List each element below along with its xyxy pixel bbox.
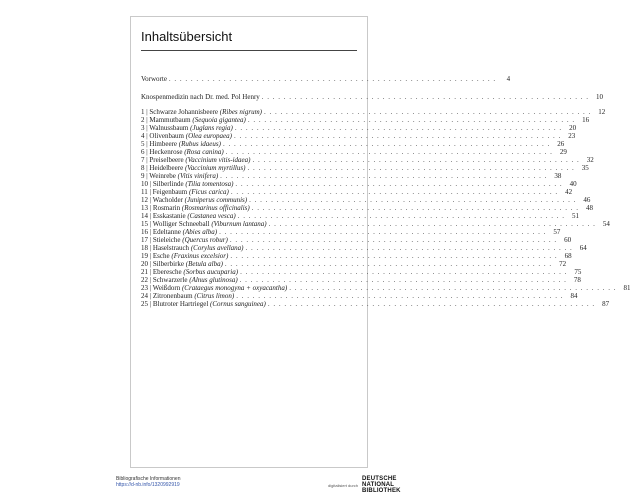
toc-entry[interactable] [141,220,610,228]
dnb-logo-line: NATIONAL [362,482,395,488]
dot-leader: . . . . . . . . . . . . . . . . . . . . . . . . . . . . . . . . . . . . . . . . . . . . . . . . . . . . . . . . . . . . [249,196,577,204]
toc-entry-page-number: 42 [565,188,573,196]
toc-entry-latin-name: (Sorbus aucuparia) [183,268,239,276]
toc-entry-page-number: 16 [582,116,590,124]
dnb-credit [328,476,401,494]
dot-leader: . . . . . . . . . . . . . . . . . . . . . . . . . . . . . . . . . . . . . . . . . . . . . . . . . . . . . . . . . . . . [222,140,551,148]
dot-leader: . . . . . . . . . . . . . . . . . . . . . . . . . . . . . . . . . . . . . . . . . . . . . . . . . . . . . . . . . . . . [261,93,590,101]
dot-leader: . . . . . . . . . . . . . . . . . . . . . . . . . . . . . . . . . . . . . . . . . . . . . . . . . . . . . . . . . . . . [267,300,596,308]
toc-entry-label: 19 | Esche (Fraxinus excelsior) [141,252,229,260]
toc-entry-label: 16 | Edeltanne (Abies alba) [141,228,218,236]
toc-entry-page-number: 12 [598,108,606,116]
toc-entry-page-number: 60 [564,236,572,244]
biblio-link[interactable]: https://d-nb.info/1320992919 [116,482,180,488]
toc-entry-label: 12 | Wacholder (Juniperus communis) [141,196,248,204]
toc-entry-latin-name: (Vaccinium vitis-idaea) [185,156,251,164]
toc-entry[interactable] [141,164,589,172]
dot-leader: . . . . . . . . . . . . . . . . . . . . . . . . . . . . . . . . . . . . . . . . . . . . . . . . . . . . . . . . . . . . [247,164,575,172]
toc-entry-page-number: 38 [554,172,562,180]
dot-leader: . . . . . . . . . . . . . . . . . . . . . . . . . . . . . . . . . . . . . . . . . . . . . . . . . . . . . . . . . . . . [289,284,617,292]
toc-entry-latin-name: (Fraxinus excelsior) [171,252,229,260]
toc-entry[interactable] [141,228,561,236]
toc-entry-latin-name: (Corylus avellana) [190,244,244,252]
toc-entry-page-number: 29 [559,148,567,156]
dot-leader: . . . . . . . . . . . . . . . . . . . . . . . . . . . . . . . . . . . . . . . . . . . . . . . . . . . . . . . . . . . . [224,260,553,268]
dot-leader: . . . . . . . . . . . . . . . . . . . . . . . . . . . . . . . . . . . . . . . . . . . . . . . . . . . . . . . . . . . . [233,132,562,140]
toc-entry[interactable] [141,132,576,140]
dot-leader: . . . . . . . . . . . . . . . . . . . . . . . . . . . . . . . . . . . . . . . . . . . . . . . . . . . . . . . . . . . . [219,228,547,236]
toc-entry[interactable] [141,75,511,83]
toc-entry-label: 2 | Mammutbaum (Sequoia gigantea) [141,116,246,124]
toc-entry-label: 10 | Silberlinde (Tilia tomentosa) [141,180,234,188]
toc-entry-page-number: 72 [559,260,567,268]
dnb-logo [362,476,401,494]
dot-leader: . . . . . . . . . . . . . . . . . . . . . . . . . . . . . . . . . . . . . . . . . . . . . . . . . . . . . . . . . . . . [229,236,558,244]
toc-entry[interactable] [141,180,577,188]
toc-entry-label: 18 | Haselstrauch (Corylus avellana) [141,244,244,252]
toc-page [130,16,630,468]
digitized-label: digitalisiert durch [328,482,359,488]
toc-entry-latin-name: (Rosa canina) [184,148,224,156]
toc-entry-latin-name: (Quercus robur) [182,236,228,244]
dnb-logo-line: BIBLIOTHEK [362,488,401,494]
dnb-logo-line: DEUTSCHE [362,476,397,482]
toc-entry-page-number: 75 [574,268,582,276]
toc-entry[interactable] [141,252,572,260]
dot-leader: . . . . . . . . . . . . . . . . . . . . . . . . . . . . . . . . . . . . . . . . . . . . . . . . . . . . . . . . . . . . [168,75,497,83]
toc-entry-latin-name: (Alnus glutinosa) [189,276,238,284]
toc-entry[interactable] [141,236,572,244]
toc-entry[interactable] [141,212,579,220]
dot-leader: . . . . . . . . . . . . . . . . . . . . . . . . . . . . . . . . . . . . . . . . . . . . . . . . . . . . . . . . . . . . [237,212,565,220]
toc-entry-label: 22 | Schwarzerle (Alnus glutinosa) [141,276,238,284]
toc-entry-page-number: 68 [564,252,572,260]
toc-entry-page-number: 48 [586,204,593,212]
toc-entry[interactable] [141,93,604,101]
toc-entry-latin-name: (Tilia tomentosa) [185,180,234,188]
toc-entry-latin-name: (Olea europaea) [185,132,232,140]
toc-entry-latin-name: (Abies alba) [182,228,218,236]
dot-leader: . . . . . . . . . . . . . . . . . . . . . . . . . . . . . . . . . . . . . . . . . . . . . . . . . . . . . . . . . . . . [225,148,553,156]
toc-entry-latin-name: (Castanea vesca) [187,212,236,220]
footer-biblio [116,476,180,488]
toc-entry-label: 11 | Feigenbaum (Ficus carica) [141,188,229,196]
toc-entry-page-number: 26 [557,140,565,148]
toc-entry-label: 5 | Himbeere (Rubus idaeus) [141,140,221,148]
toc-entry-label: 4 | Olivenbaum (Olea europaea) [141,132,232,140]
toc-entry-label: 23 | Weißdorn (Crataegus monogyna + oxyacantha) [141,284,288,292]
toc-entry-label: Vorworte [141,75,167,83]
biblio-label: Bibliografische Informationen [116,476,181,482]
dot-leader: . . . . . . . . . . . . . . . . . . . . . . . . . . . . . . . . . . . . . . . . . . . . . . . . . . . . . . . . . . . . [251,204,579,212]
dot-leader: . . . . . . . . . . . . . . . . . . . . . . . . . . . . . . . . . . . . . . . . . . . . . . . . . . . . . . . . . . . . [236,292,564,300]
toc-entry-label: 9 | Weinrebe (Vitis vinifera) [141,172,219,180]
toc-entry-page-number: 64 [579,244,587,252]
toc-entry-latin-name: (Vitis vinifera) [177,172,219,180]
toc-entry-label: 25 | Blutroter Hartriegel (Cornus sanguinea) [141,300,266,308]
dot-leader: . . . . . . . . . . . . . . . . . . . . . . . . . . . . . . . . . . . . . . . . . . . . . . . . . . . . . . . . . . . . [235,180,563,188]
toc-entry[interactable] [141,148,567,156]
toc-entry-label: 17 | Stieleiche (Quercus robur) [141,236,228,244]
toc-entry-latin-name: (Juniperus communis) [184,196,248,204]
toc-entry-label: 24 | Zitronenbaum (Citrus limon) [141,292,235,300]
toc-entry-label: 7 | Preiselbeere (Vaccinium vitis-idaea) [141,156,251,164]
toc-entry-page-number: 57 [553,228,561,236]
toc-entry-label: 21 | Eberesche (Sorbus aucuparia) [141,268,239,276]
toc-entry-latin-name: (Juglans regia) [190,124,233,132]
toc-entry[interactable] [141,140,565,148]
toc-entry-page-number: 32 [586,156,594,164]
toc-entry-latin-name: (Citrus limon) [194,292,235,300]
dot-leader: . . . . . . . . . . . . . . . . . . . . . . . . . . . . . . . . . . . . . . . . . . . . . . . . . . . . . . . . . . . . [263,108,592,116]
page-title: Inhaltsübersicht [141,29,233,44]
toc-entry[interactable] [141,196,591,204]
toc-entry[interactable] [141,188,573,196]
toc-entry-page-number: 87 [602,300,610,308]
toc-entry-label: 6 | Heckenrose (Rosa canina) [141,148,224,156]
toc-entry-label: 15 | Wolliger Schneeball (Viburnum lantana) [141,220,267,228]
dot-leader: . . . . . . . . . . . . . . . . . . . . . . . . . . . . . . . . . . . . . . . . . . . . . . . . . . . . . . . . . . . . [220,172,548,180]
title-rule [141,50,357,51]
toc-entry-page-number: 78 [573,276,581,284]
toc-entry[interactable] [141,276,581,284]
toc-entry-latin-name: (Rosmarinus officinalis) [181,204,250,212]
toc-entry-page-number: 35 [581,164,589,172]
toc-entry-latin-name: (Viburnum lantana) [211,220,267,228]
toc-entry-page-number: 20 [569,124,577,132]
toc-entry-label: Knospenmedizin nach Dr. med. Pol Henry [141,93,260,101]
toc-entry[interactable] [141,284,630,292]
toc-entry[interactable] [141,204,593,212]
dot-leader: . . . . . . . . . . . . . . . . . . . . . . . . . . . . . . . . . . . . . . . . . . . . . . . . . . . . . . . . . . . . [247,116,576,124]
dot-leader: . . . . . . . . . . . . . . . . . . . . . . . . . . . . . . . . . . . . . . . . . . . . . . . . . . . . . . . . . . . . [240,268,568,276]
toc-entry-label: 3 | Walnussbaum (Juglans regia) [141,124,233,132]
toc-entry-page-number: 46 [583,196,591,204]
toc-entry-page-number: 84 [570,292,578,300]
toc-entry-latin-name: (Cornus sanguinea) [210,300,266,308]
toc-entry[interactable] [141,116,590,124]
toc-entry-latin-name: (Rubus idaeus) [178,140,221,148]
toc-entry[interactable] [141,292,578,300]
toc-entry[interactable] [141,260,567,268]
dot-leader: . . . . . . . . . . . . . . . . . . . . . . . . . . . . . . . . . . . . . . . . . . . . . . . . . . . . . . . . . . . . [268,220,596,228]
toc-entry-latin-name: (Crataegus monogyna + oxyacantha) [181,284,288,292]
dot-leader: . . . . . . . . . . . . . . . . . . . . . . . . . . . . . . . . . . . . . . . . . . . . . . . . . . . . . . . . . . . . [245,244,573,252]
toc-entry-label: 1 | Schwarze Johannisbeere (Ribes nigrum) [141,108,262,116]
toc-entry-latin-name: (Ribes nigrum) [219,108,262,116]
toc-entry-page-number: 40 [569,180,577,188]
toc-entry[interactable] [141,124,577,132]
toc-entry[interactable] [141,244,587,252]
toc-entry-label: 13 | Rosmarin (Rosmarinus officinalis) [141,204,250,212]
toc-entry[interactable] [141,300,610,308]
toc-entry[interactable] [141,108,606,116]
toc-entry-page-number: 23 [568,132,576,140]
toc-entry[interactable] [141,172,562,180]
toc-entry-label: 8 | Heidelbeere (Vaccinium myrtillus) [141,164,246,172]
toc-entry-label: 14 | Esskastanie (Castanea vesca) [141,212,236,220]
toc-list [141,75,630,308]
dot-leader: . . . . . . . . . . . . . . . . . . . . . . . . . . . . . . . . . . . . . . . . . . . . . . . . . . . . . . . . . . . . [234,124,563,132]
toc-entry[interactable] [141,156,594,164]
toc-entry-latin-name: (Sequoia gigantea) [192,116,246,124]
dot-leader: . . . . . . . . . . . . . . . . . . . . . . . . . . . . . . . . . . . . . . . . . . . . . . . . . . . . . . . . . . . . [252,156,580,164]
toc-entry-page-number: 4 [506,75,511,83]
toc-entry-label: 20 | Silberbirke (Betula alba) [141,260,223,268]
toc-entry-page-number: 54 [602,220,610,228]
dot-leader: . . . . . . . . . . . . . . . . . . . . . . . . . . . . . . . . . . . . . . . . . . . . . . . . . . . . . . . . . . . . [230,188,559,196]
toc-entry-page-number: 51 [571,212,579,220]
dot-leader: . . . . . . . . . . . . . . . . . . . . . . . . . . . . . . . . . . . . . . . . . . . . . . . . . . . . . . . . . . . . [239,276,567,284]
toc-entry-page-number: 10 [596,93,604,101]
dot-leader: . . . . . . . . . . . . . . . . . . . . . . . . . . . . . . . . . . . . . . . . . . . . . . . . . . . . . . . . . . . . [230,252,558,260]
toc-entry-latin-name: (Vaccinium myrtillus) [184,164,246,172]
toc-entry-latin-name: (Betula alba) [185,260,223,268]
toc-entry[interactable] [141,268,582,276]
toc-entry-page-number: 81 [623,284,630,292]
toc-entry-latin-name: (Ficus carica) [189,188,229,196]
